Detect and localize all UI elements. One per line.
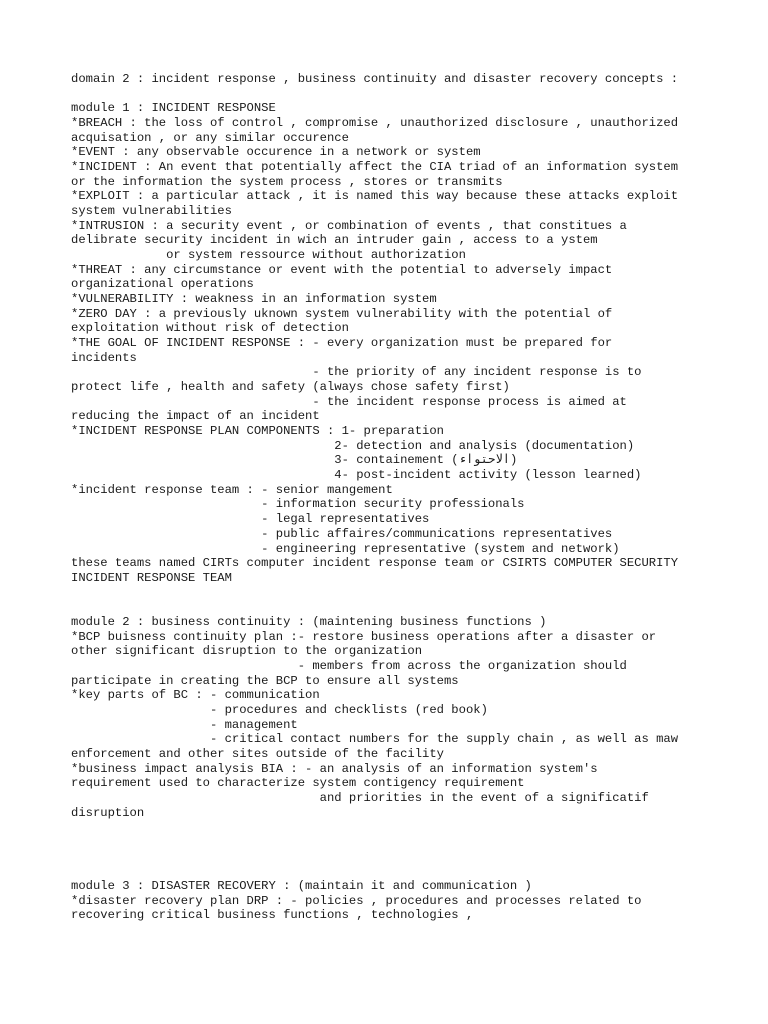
text-line: disruption <box>71 805 145 820</box>
blank-line <box>71 600 711 615</box>
blank-line <box>71 87 711 102</box>
text-line: requirement used to characterize system contigency requirement <box>71 776 525 791</box>
text-line: - procedures and checklists (red book) <box>71 702 488 717</box>
text-line: exploitation without risk of detection <box>71 321 349 336</box>
text-line: 2- detection and analysis (documentation) <box>71 438 635 453</box>
text-line: *BREACH : the loss of control , compromise , unauthorized disclosure , unauthorized <box>71 116 679 131</box>
text-line: other significant disruption to the organization <box>71 644 423 659</box>
text-line: protect life , health and safety (always chose safety first) <box>71 380 510 395</box>
text-line: *business impact analysis BIA : - an analysis of an information system's <box>71 761 598 776</box>
text-line: INCIDENT RESPONSE TEAM <box>71 570 232 585</box>
text-line: *INTRUSION : a security event , or combination of events , that constitues a <box>71 218 627 233</box>
text-line: - legal representatives <box>71 512 430 527</box>
text-line: - information security professionals <box>71 497 525 512</box>
text-line: domain 2 : incident response , business continuity and disaster recovery concepts : <box>71 72 679 86</box>
text-line: *disaster recovery plan DRP : - policies , procedures and processes related to <box>71 893 642 908</box>
text-line: *INCIDENT RESPONSE PLAN COMPONENTS : 1- preparation <box>71 424 444 439</box>
text-line: delibrate security incident in wich an intruder gain , access to a ystem <box>71 233 598 248</box>
text-line: participate in creating the BCP to ensure all systems <box>71 673 459 688</box>
blank-line <box>71 586 711 601</box>
text-line: *incident response team : - senior mangement <box>71 482 393 497</box>
text-line: - management <box>71 717 298 732</box>
text-line: these teams named CIRTs computer incident response team or CSIRTS COMPUTER SECURITY <box>71 556 679 571</box>
text-line: module 1 : INCIDENT RESPONSE <box>71 101 276 116</box>
text-line: organizational operations <box>71 277 254 292</box>
text-line: 4- post-incident activity (lesson learned) <box>71 468 642 483</box>
text-line: *VULNERABILITY : weakness in an information system <box>71 292 437 307</box>
text-line: and priorities in the event of a significatif <box>71 790 649 805</box>
blank-line <box>71 820 711 835</box>
text-line: reducing the impact of an incident <box>71 409 320 424</box>
text-line: or system ressource without authorization <box>71 248 466 263</box>
text-line: 3- containement (الاحتواء) <box>71 453 518 468</box>
text-line: - critical contact numbers for the supply chain , as well as maw <box>71 732 679 747</box>
text-line: incidents <box>71 350 137 365</box>
text-line: *BCP buisness continuity plan :- restore business operations after a disaster or <box>71 629 657 644</box>
text-line: - engineering representative (system and network) <box>71 541 620 556</box>
blank-line <box>71 850 711 865</box>
text-line: acquisation , or any similar occurence <box>71 130 349 145</box>
text-line: - public affaires/communications representatives <box>71 526 613 541</box>
text-line: or the information the system process , stores or transmits <box>71 174 503 189</box>
text-line: *INCIDENT : An event that potentially affect the CIA triad of an information system <box>71 160 679 175</box>
text-line: module 3 : DISASTER RECOVERY : (maintain it and communication ) <box>71 878 532 893</box>
blank-line <box>71 864 711 879</box>
text-line: module 2 : business continuity : (maintening business functions ) <box>71 614 547 629</box>
blank-line <box>71 835 711 850</box>
text-line: *ZERO DAY : a previously uknown system vulnerability with the potential of <box>71 306 613 321</box>
text-line: recovering critical business functions , technologies , <box>71 908 474 923</box>
text-line: enforcement and other sites outside of the facility <box>71 746 444 761</box>
text-line: - the incident response process is aimed at <box>71 394 627 409</box>
text-line: system vulnerabilities <box>71 204 232 219</box>
text-line: *EXPLOIT : a particular attack , it is named this way because these attacks exploit <box>71 189 679 204</box>
text-line: *EVENT : any observable occurence in a network or system <box>71 145 481 160</box>
text-line: *THREAT : any circumstance or event with the potential to adversely impact <box>71 262 613 277</box>
text-line: *THE GOAL OF INCIDENT RESPONSE : - every organization must be prepared for <box>71 336 613 351</box>
document-body <box>71 72 711 923</box>
text-line: - members from across the organization should <box>71 658 627 673</box>
text-line: *key parts of BC : - communication <box>71 688 320 703</box>
text-line: - the priority of any incident response is to <box>71 365 642 380</box>
